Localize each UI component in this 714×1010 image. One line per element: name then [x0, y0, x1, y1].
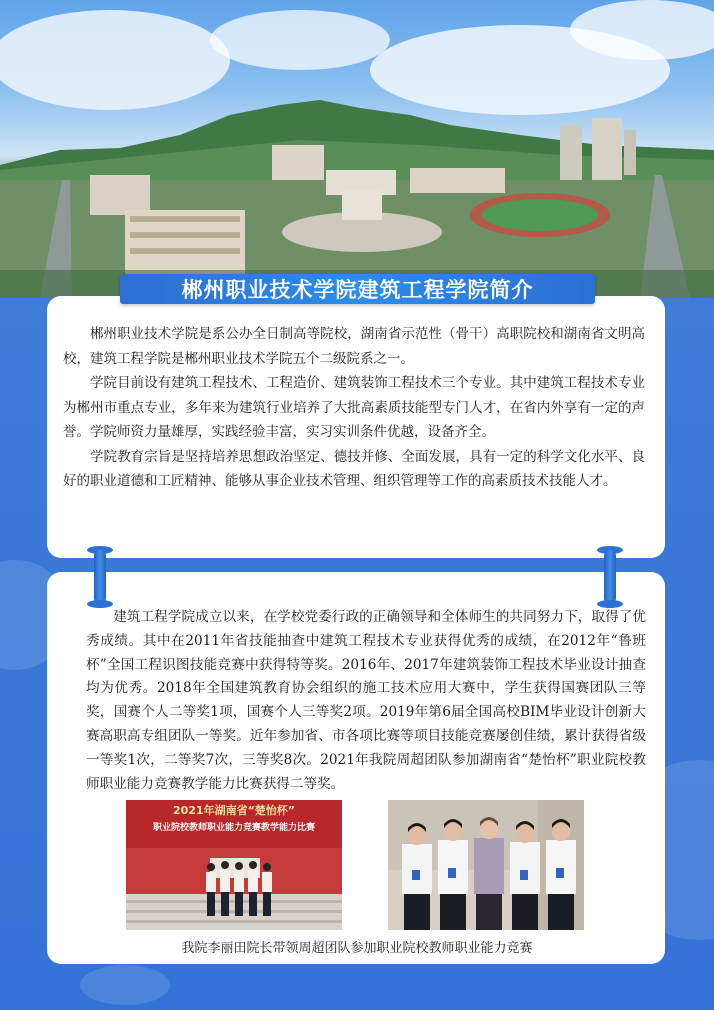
intro-paragraph: 学院目前设有建筑工程技术、工程造价、建筑装饰工程技术三个专业。其中建筑工程技术专业为郴州市重点专业，多年来为建筑行业培养了大批高素质技能型专门人才，在省内外享有一定的声誉。学院师资力量雄厚，实践经验丰富，实习实训条件优越，设备齐全。 — [63, 375, 645, 440]
intro-text — [63, 322, 645, 494]
campus-aerial-photo — [0, 0, 714, 298]
scroll-connector-left — [94, 550, 106, 604]
scroll-connector-right — [604, 550, 616, 604]
intro-paragraph: 郴州职业技术学院是系公办全日制高等院校，湖南省示范性（骨干）高职院校和湖南省文明高校，建筑工程学院是郴州职业技术学院五个二级院系之一。 — [63, 326, 645, 367]
competition-stage-photo — [126, 800, 342, 930]
stage-banner-line1: 2021年湖南省“楚怡杯” — [172, 804, 296, 817]
stage-banner-line2: 职业院校教师职业能力竞赛教学能力比赛 — [152, 823, 315, 833]
team-portrait-photo — [388, 800, 584, 930]
title-banner — [120, 274, 595, 304]
decorative-circle — [80, 965, 170, 1005]
page-title: 郴州职业技术学院建筑工程学院简介 — [181, 278, 534, 302]
intro-paragraph: 学院教育宗旨是坚持培养思想政治坚定、德技并修、全面发展，具有一定的科学文化水平、良好的职业道德和工匠精神、能够从事企业技术管理、组织管理等工作的高素质技术技能人才。 — [63, 448, 645, 489]
achievements-text — [86, 606, 646, 796]
photo-caption: 我院李丽田院长带领周超团队参加职业院校教师职业能力竞赛 — [181, 941, 533, 956]
achievements-paragraph: 建筑工程学院成立以来，在学校党委行政的正确领导和全体师生的共同努力下，取得了优秀成绩。其中在2011年省技能抽查中建筑工程技术专业获得优秀的成绩，在2012年“鲁班杯”全国工程识图技能竞赛中获得特等奖。2016年、2017年建筑装饰工程技术毕业设计抽查均为优秀。2018年全国建筑教育协会组织的施工技术应用大赛中，学生获得国赛团队三等奖，国赛个人二等奖1项，国赛个人三等奖2项。2019年第6届全国高校BIM毕业设计创新大赛高职高专组团队一等奖。近年参加省、市各项比赛等项目技能竞赛屡创佳绩，累计获得省级一等奖1次，二等奖7次，三等奖8次。2021年我院周超团队参加湖南省“楚怡杯”职业院校教师职业能力竞赛教学能力比赛获得二等奖。 — [86, 609, 646, 792]
